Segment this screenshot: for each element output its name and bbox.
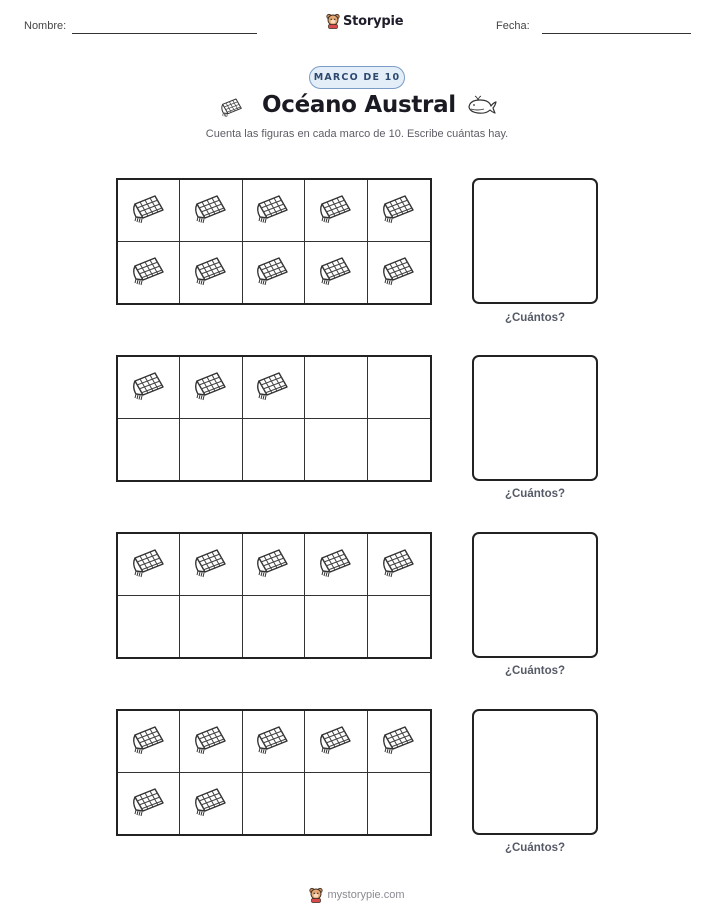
frame-cell [305,773,367,835]
frame-cell [243,534,305,596]
blanket-icon [253,367,293,407]
blanket-icon [316,252,356,292]
answer-box[interactable] [472,178,598,304]
frame-cell [243,180,305,242]
ten-frame [116,532,432,659]
blanket-icon [129,252,169,292]
answer-box[interactable] [472,709,598,835]
date-line[interactable] [542,33,691,34]
frame-cell [305,711,367,773]
frame-cell [180,711,242,773]
blanket-icon [253,252,293,292]
frame-cell [368,596,430,658]
frame-cell [118,242,180,304]
frame-cell [243,419,305,481]
blanket-icon [191,544,231,584]
frame-cell [118,596,180,658]
frame-cell [243,357,305,419]
frame-cell [368,711,430,773]
name-line[interactable] [72,33,257,34]
blanket-icon [253,721,293,761]
frame-cell [180,180,242,242]
frame-cell [118,773,180,835]
category-badge: MARCO DE 10 [309,66,405,89]
frame-cell [368,534,430,596]
frame-cell [180,596,242,658]
answer-label: ¿Cuántos? [504,665,566,677]
frame-cell [305,242,367,304]
blanket-icon [129,721,169,761]
frame-cell [180,242,242,304]
frame-cell [118,711,180,773]
blanket-icon [191,783,231,823]
blanket-icon [316,190,356,230]
blanket-icon [129,783,169,823]
blanket-icon [379,190,419,230]
bear-mascot-icon [326,13,340,29]
blanket-icon [129,190,169,230]
bear-mascot-icon [309,887,323,903]
frame-cell [368,180,430,242]
ten-frame [116,355,432,482]
whale-icon [466,95,498,121]
answer-label: ¿Cuántos? [504,842,566,854]
frame-cell [243,242,305,304]
blanket-icon [191,190,231,230]
frame-cell [243,773,305,835]
answer-label: ¿Cuántos? [504,312,566,324]
blanket-icon [379,252,419,292]
frame-cell [180,534,242,596]
page-title: Océano Austral [262,92,456,118]
frame-cell [368,357,430,419]
blanket-icon [218,95,246,123]
brand-name: Storypie [343,13,404,29]
frame-cell [180,419,242,481]
frame-cell [305,357,367,419]
answer-label: ¿Cuántos? [504,488,566,500]
title-row [0,92,714,124]
frame-cell [118,180,180,242]
blanket-icon [191,367,231,407]
blanket-icon [253,544,293,584]
frame-cell [368,419,430,481]
brand-logo [326,13,403,29]
blanket-icon [129,367,169,407]
answer-box[interactable] [472,532,598,658]
frame-cell [180,773,242,835]
frame-cell [368,242,430,304]
blanket-icon [316,544,356,584]
blanket-icon [191,721,231,761]
frame-cell [243,711,305,773]
frame-cell [118,419,180,481]
frame-cell [243,596,305,658]
blanket-icon [191,252,231,292]
frame-cell [118,534,180,596]
blanket-icon [253,190,293,230]
footer [0,887,714,903]
blanket-icon [379,544,419,584]
answer-box[interactable] [472,355,598,481]
frame-cell [305,534,367,596]
footer-url: mystorypie.com [327,889,405,901]
date-label: Fecha: [496,20,530,32]
instructions: Cuenta las figuras en cada marco de 10. Escribe cuántas hay. [205,128,509,140]
name-label: Nombre: [24,20,67,32]
frame-cell [305,180,367,242]
ten-frame [116,178,432,305]
frame-cell [368,773,430,835]
frame-cell [118,357,180,419]
blanket-icon [129,544,169,584]
blanket-icon [379,721,419,761]
blanket-icon [316,721,356,761]
ten-frame [116,709,432,836]
frame-cell [180,357,242,419]
frame-cell [305,419,367,481]
frame-cell [305,596,367,658]
